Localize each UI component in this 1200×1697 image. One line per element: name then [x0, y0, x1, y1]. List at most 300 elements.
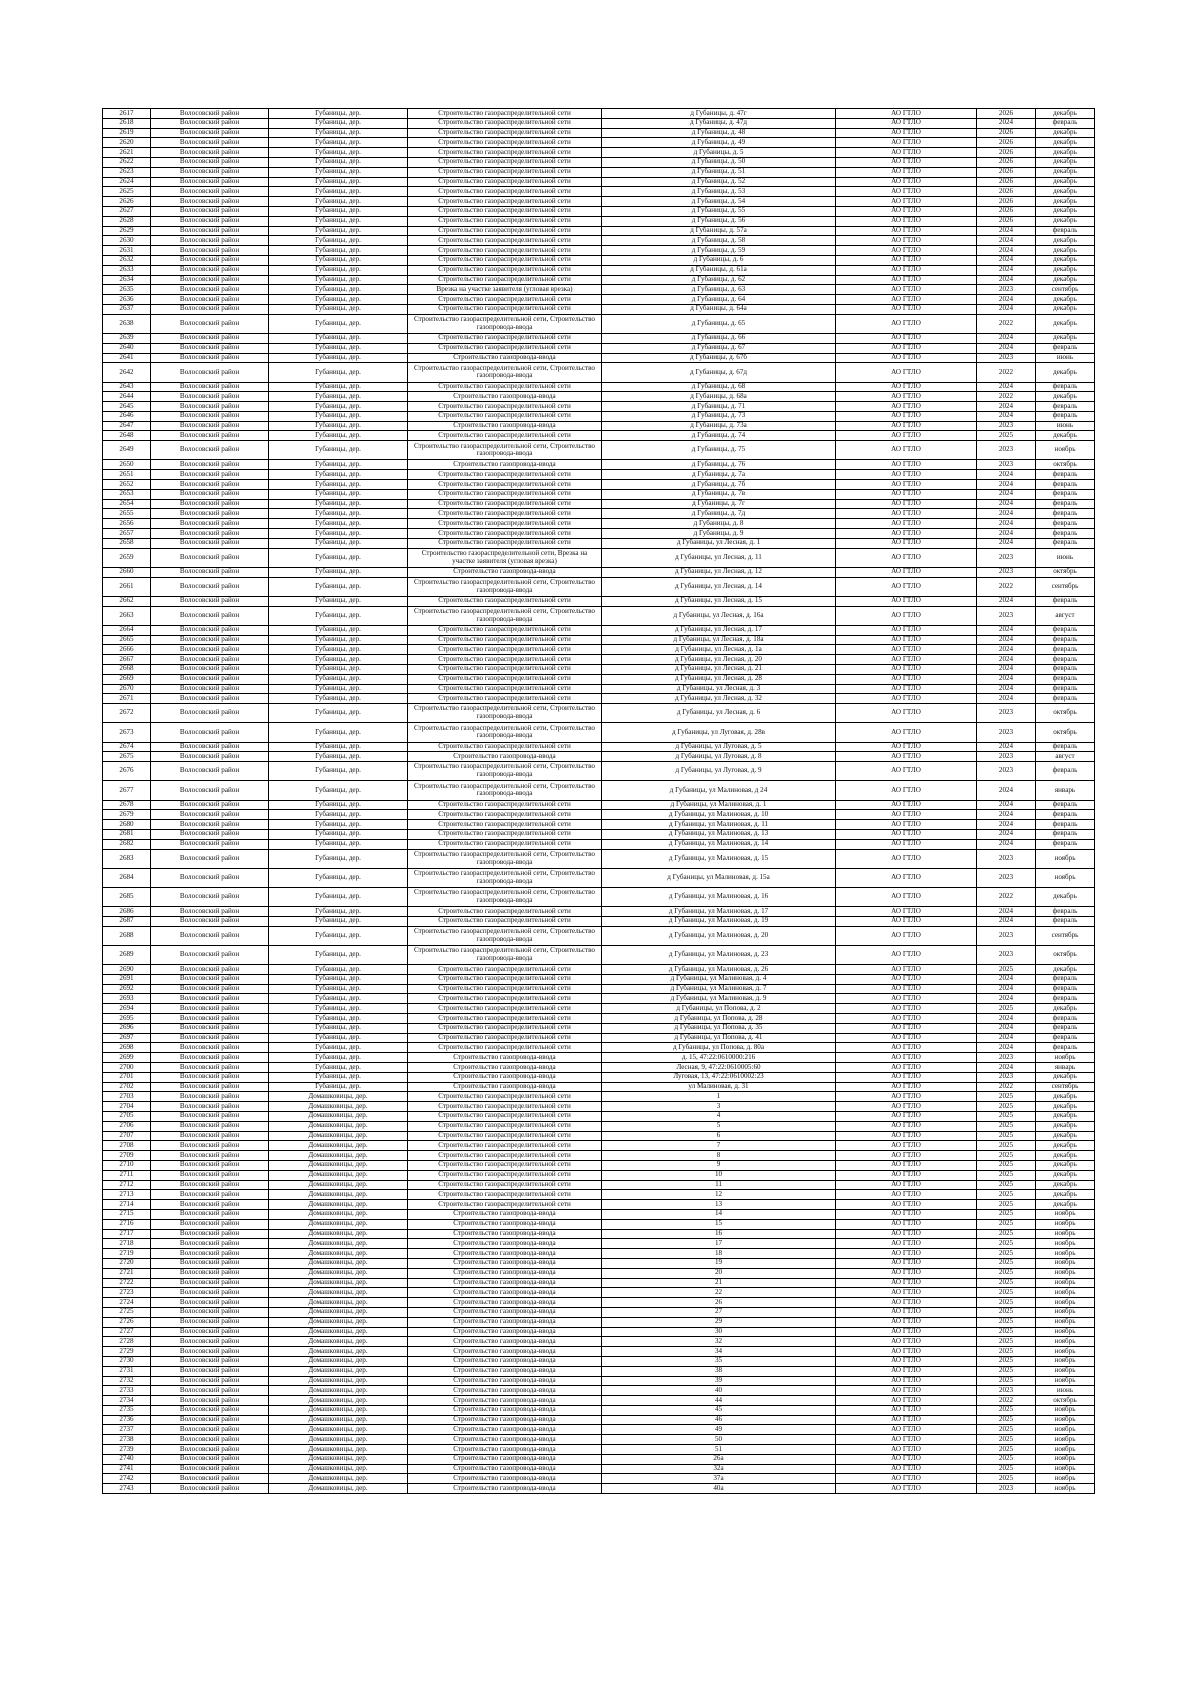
settlement-cell: Губаницы, дер.: [269, 907, 408, 917]
work-type-cell: Строительство газопровода-ввода: [408, 1317, 602, 1327]
month-cell: ноябрь: [1036, 1484, 1095, 1494]
work-type-cell: Строительство газораспределительной сети: [408, 1111, 602, 1121]
month-cell: декабрь: [1036, 255, 1095, 265]
district-cell: Волосовский район: [151, 118, 269, 128]
settlement-cell: Губаницы, дер.: [269, 674, 408, 684]
district-cell: Волосовский район: [151, 907, 269, 917]
month-cell: февраль: [1036, 810, 1095, 820]
work-type-cell: Строительство газопровода-ввода: [408, 421, 602, 431]
table-row: [103, 664, 1095, 674]
contractor-cell: АО ГТЛО: [836, 1102, 977, 1112]
year-cell: 2024: [977, 275, 1036, 285]
work-type-cell: Строительство газораспределительной сети: [408, 1190, 602, 1200]
work-type-cell: Строительство газораспределительной сети, Строительство газопровода-ввода: [408, 868, 602, 887]
district-cell: Волосовский район: [151, 868, 269, 887]
contractor-cell: АО ГТЛО: [836, 529, 977, 539]
month-cell: февраль: [1036, 343, 1095, 353]
row-number-cell: 2631: [103, 246, 151, 256]
table-row: [103, 868, 1095, 887]
address-cell: д Губаницы, ул Малиновая, д. 19: [602, 916, 836, 926]
address-cell: 51: [602, 1445, 836, 1455]
district-cell: Волосовский район: [151, 470, 269, 480]
year-cell: 2025: [977, 1307, 1036, 1317]
settlement-cell: Губаницы, дер.: [269, 480, 408, 490]
settlement-cell: Губаницы, дер.: [269, 499, 408, 509]
work-type-cell: Строительство газораспределительной сети: [408, 402, 602, 412]
district-cell: Волосовский район: [151, 1298, 269, 1308]
row-number-cell: 2715: [103, 1209, 151, 1219]
month-cell: ноябрь: [1036, 1474, 1095, 1484]
month-cell: декабрь: [1036, 1072, 1095, 1082]
year-cell: 2025: [977, 1180, 1036, 1190]
month-cell: декабрь: [1036, 333, 1095, 343]
row-number-cell: 2740: [103, 1454, 151, 1464]
work-type-cell: Строительство газораспределительной сети: [408, 499, 602, 509]
year-cell: 2024: [977, 916, 1036, 926]
contractor-cell: АО ГТЛО: [836, 635, 977, 645]
year-cell: 2026: [977, 138, 1036, 148]
work-type-cell: Строительство газораспределительной сети: [408, 411, 602, 421]
address-cell: 5: [602, 1121, 836, 1131]
row-number-cell: 2690: [103, 965, 151, 975]
contractor-cell: АО ГТЛО: [836, 275, 977, 285]
work-type-cell: Строительство газораспределительной сети: [408, 148, 602, 158]
row-number-cell: 2625: [103, 187, 151, 197]
contractor-cell: АО ГТЛО: [836, 167, 977, 177]
row-number-cell: 2694: [103, 1004, 151, 1014]
row-number-cell: 2621: [103, 148, 151, 158]
work-type-cell: Строительство газораспределительной сети, Строительство газопровода-ввода: [408, 781, 602, 800]
district-cell: Волосовский район: [151, 994, 269, 1004]
address-cell: д Губаницы, д. 56: [602, 216, 836, 226]
address-cell: 40: [602, 1386, 836, 1396]
row-number-cell: 2632: [103, 255, 151, 265]
year-cell: 2024: [977, 674, 1036, 684]
month-cell: ноябрь: [1036, 1327, 1095, 1337]
month-cell: февраль: [1036, 519, 1095, 529]
row-number-cell: 2671: [103, 694, 151, 704]
district-cell: Волосовский район: [151, 304, 269, 314]
row-number-cell: 2727: [103, 1327, 151, 1337]
contractor-cell: АО ГТЛО: [836, 645, 977, 655]
settlement-cell: Губаницы, дер.: [269, 752, 408, 762]
row-number-cell: 2646: [103, 411, 151, 421]
address-cell: д Губаницы, ул Попова, д. 28: [602, 1014, 836, 1024]
month-cell: февраль: [1036, 994, 1095, 1004]
row-number-cell: 2635: [103, 285, 151, 295]
work-type-cell: Строительство газораспределительной сети: [408, 157, 602, 167]
work-type-cell: Строительство газопровода-ввода: [408, 1464, 602, 1474]
district-cell: Волосовский район: [151, 177, 269, 187]
contractor-cell: АО ГТЛО: [836, 664, 977, 674]
address-cell: д Губаницы, д. 73а: [602, 421, 836, 431]
month-cell: октябрь: [1036, 1396, 1095, 1406]
table-row: [103, 800, 1095, 810]
row-number-cell: 2643: [103, 382, 151, 392]
year-cell: 2023: [977, 723, 1036, 742]
row-number-cell: 2669: [103, 674, 151, 684]
work-type-cell: Строительство газораспределительной сети: [408, 519, 602, 529]
year-cell: 2025: [977, 1092, 1036, 1102]
month-cell: июнь: [1036, 421, 1095, 431]
contractor-cell: АО ГТЛО: [836, 723, 977, 742]
year-cell: 2023: [977, 1484, 1036, 1494]
address-cell: 11: [602, 1180, 836, 1190]
settlement-cell: Губаницы, дер.: [269, 839, 408, 849]
table-row: [103, 1111, 1095, 1121]
address-cell: д Губаницы, д. 7а: [602, 470, 836, 480]
work-type-cell: Строительство газораспределительной сети: [408, 994, 602, 1004]
work-type-cell: Строительство газопровода-ввода: [408, 1298, 602, 1308]
table-row: [103, 1043, 1095, 1053]
address-cell: д Губаницы, д. 64: [602, 295, 836, 305]
month-cell: декабрь: [1036, 265, 1095, 275]
month-cell: февраль: [1036, 1014, 1095, 1024]
contractor-cell: АО ГТЛО: [836, 1288, 977, 1298]
year-cell: 2024: [977, 265, 1036, 275]
address-cell: 32: [602, 1337, 836, 1347]
month-cell: декабрь: [1036, 157, 1095, 167]
year-cell: 2024: [977, 295, 1036, 305]
settlement-cell: Домашковицы, дер.: [269, 1415, 408, 1425]
table-row: [103, 1023, 1095, 1033]
contractor-cell: АО ГТЛО: [836, 489, 977, 499]
district-cell: Волосовский район: [151, 392, 269, 402]
settlement-cell: Губаницы, дер.: [269, 392, 408, 402]
month-cell: февраль: [1036, 742, 1095, 752]
work-type-cell: Строительство газораспределительной сети: [408, 382, 602, 392]
year-cell: 2023: [977, 421, 1036, 431]
month-cell: ноябрь: [1036, 1464, 1095, 1474]
work-type-cell: Строительство газораспределительной сети: [408, 829, 602, 839]
year-cell: 2026: [977, 216, 1036, 226]
table-row: [103, 1474, 1095, 1484]
table-row: [103, 1209, 1095, 1219]
district-cell: Волосовский район: [151, 1268, 269, 1278]
row-number-cell: 2639: [103, 333, 151, 343]
row-number-cell: 2716: [103, 1219, 151, 1229]
address-cell: д Губаницы, ул Лесная, д. 21: [602, 664, 836, 674]
month-cell: февраль: [1036, 480, 1095, 490]
district-cell: Волосовский район: [151, 1229, 269, 1239]
month-cell: ноябрь: [1036, 1249, 1095, 1259]
work-type-cell: Строительство газораспределительной сети: [408, 1151, 602, 1161]
table-row: [103, 1327, 1095, 1337]
work-type-cell: Строительство газораспределительной сети: [408, 343, 602, 353]
row-number-cell: 2695: [103, 1014, 151, 1024]
work-type-cell: Строительство газораспределительной сети: [408, 742, 602, 752]
address-cell: д Губаницы, ул Лесная, д. 14: [602, 577, 836, 596]
district-cell: Волосовский район: [151, 1366, 269, 1376]
year-cell: 2023: [977, 606, 1036, 625]
table-row: [103, 1445, 1095, 1455]
month-cell: февраль: [1036, 984, 1095, 994]
work-type-cell: Строительство газораспределительной сети: [408, 529, 602, 539]
year-cell: 2025: [977, 1445, 1036, 1455]
settlement-cell: Домашковицы, дер.: [269, 1131, 408, 1141]
district-cell: Волосовский район: [151, 1337, 269, 1347]
settlement-cell: Домашковицы, дер.: [269, 1307, 408, 1317]
contractor-cell: АО ГТЛО: [836, 742, 977, 752]
district-cell: Волосовский район: [151, 596, 269, 606]
row-number-cell: 2674: [103, 742, 151, 752]
district-cell: Волосовский район: [151, 1307, 269, 1317]
contractor-cell: АО ГТЛО: [836, 1190, 977, 1200]
contractor-cell: АО ГТЛО: [836, 820, 977, 830]
district-cell: Волосовский район: [151, 1190, 269, 1200]
work-type-cell: Строительство газопровода-ввода: [408, 1327, 602, 1337]
contractor-cell: АО ГТЛО: [836, 431, 977, 441]
month-cell: ноябрь: [1036, 868, 1095, 887]
table-body: [103, 109, 1095, 1494]
work-type-cell: Строительство газопровода-ввода: [408, 1268, 602, 1278]
month-cell: декабрь: [1036, 275, 1095, 285]
work-type-cell: Строительство газопровода-ввода: [408, 1337, 602, 1347]
district-cell: Волосовский район: [151, 1445, 269, 1455]
district-cell: Волосовский район: [151, 431, 269, 441]
year-cell: 2025: [977, 1200, 1036, 1210]
table-row: [103, 460, 1095, 470]
settlement-cell: Домашковицы, дер.: [269, 1288, 408, 1298]
work-type-cell: Строительство газораспределительной сети: [408, 216, 602, 226]
district-cell: Волосовский район: [151, 1415, 269, 1425]
district-cell: Волосовский район: [151, 167, 269, 177]
table-row: [103, 1219, 1095, 1229]
address-cell: 18: [602, 1249, 836, 1259]
row-number-cell: 2629: [103, 226, 151, 236]
settlement-cell: Губаницы, дер.: [269, 285, 408, 295]
settlement-cell: Домашковицы, дер.: [269, 1376, 408, 1386]
settlement-cell: Губаницы, дер.: [269, 460, 408, 470]
month-cell: декабрь: [1036, 128, 1095, 138]
year-cell: 2024: [977, 480, 1036, 490]
district-cell: Волосовский район: [151, 1258, 269, 1268]
year-cell: 2025: [977, 1376, 1036, 1386]
district-cell: Волосовский район: [151, 1278, 269, 1288]
row-number-cell: 2673: [103, 723, 151, 742]
address-cell: 50: [602, 1435, 836, 1445]
contractor-cell: АО ГТЛО: [836, 625, 977, 635]
contractor-cell: АО ГТЛО: [836, 1415, 977, 1425]
table-row: [103, 1288, 1095, 1298]
contractor-cell: АО ГТЛО: [836, 1298, 977, 1308]
year-cell: 2025: [977, 1474, 1036, 1484]
table-row: [103, 645, 1095, 655]
work-type-cell: Строительство газораспределительной сети: [408, 333, 602, 343]
year-cell: 2025: [977, 1298, 1036, 1308]
work-type-cell: Строительство газопровода-ввода: [408, 460, 602, 470]
year-cell: 2023: [977, 849, 1036, 868]
settlement-cell: Губаницы, дер.: [269, 606, 408, 625]
address-cell: д Губаницы, ул Попова, д. 80а: [602, 1043, 836, 1053]
month-cell: декабрь: [1036, 363, 1095, 382]
year-cell: 2025: [977, 1170, 1036, 1180]
address-cell: д Губаницы, д. 53: [602, 187, 836, 197]
contractor-cell: АО ГТЛО: [836, 868, 977, 887]
row-number-cell: 2725: [103, 1307, 151, 1317]
table-row: [103, 1396, 1095, 1406]
district-cell: Волосовский район: [151, 810, 269, 820]
table-row: [103, 1454, 1095, 1464]
year-cell: 2025: [977, 1004, 1036, 1014]
work-type-cell: Строительство газораспределительной сети: [408, 509, 602, 519]
address-cell: Лесная, 9, 47:22:0610005:60: [602, 1063, 836, 1073]
row-number-cell: 2707: [103, 1131, 151, 1141]
year-cell: 2023: [977, 285, 1036, 295]
settlement-cell: Губаницы, дер.: [269, 295, 408, 305]
table-row: [103, 1229, 1095, 1239]
month-cell: февраль: [1036, 635, 1095, 645]
address-cell: 45: [602, 1405, 836, 1415]
year-cell: 2024: [977, 655, 1036, 665]
year-cell: 2025: [977, 1347, 1036, 1357]
month-cell: декабрь: [1036, 1180, 1095, 1190]
settlement-cell: Домашковицы, дер.: [269, 1111, 408, 1121]
settlement-cell: Губаницы, дер.: [269, 762, 408, 781]
contractor-cell: АО ГТЛО: [836, 538, 977, 548]
table-row: [103, 187, 1095, 197]
year-cell: 2024: [977, 810, 1036, 820]
row-number-cell: 2728: [103, 1337, 151, 1347]
settlement-cell: Губаницы, дер.: [269, 887, 408, 906]
month-cell: ноябрь: [1036, 1053, 1095, 1063]
address-cell: 38: [602, 1366, 836, 1376]
year-cell: 2024: [977, 800, 1036, 810]
year-cell: 2026: [977, 177, 1036, 187]
district-cell: Волосовский район: [151, 499, 269, 509]
month-cell: февраль: [1036, 499, 1095, 509]
table-row: [103, 1435, 1095, 1445]
year-cell: 2025: [977, 1160, 1036, 1170]
address-cell: 37а: [602, 1474, 836, 1484]
address-cell: д Губаницы, ул Малиновая, д. 11: [602, 820, 836, 830]
month-cell: октябрь: [1036, 723, 1095, 742]
address-cell: 14: [602, 1209, 836, 1219]
contractor-cell: АО ГТЛО: [836, 1386, 977, 1396]
settlement-cell: Губаницы, дер.: [269, 926, 408, 945]
year-cell: 2023: [977, 441, 1036, 460]
address-cell: д Губаницы, д. 61а: [602, 265, 836, 275]
address-cell: д Губаницы, д. 8: [602, 519, 836, 529]
table-row: [103, 926, 1095, 945]
year-cell: 2026: [977, 148, 1036, 158]
year-cell: 2024: [977, 742, 1036, 752]
settlement-cell: Губаницы, дер.: [269, 577, 408, 596]
month-cell: февраль: [1036, 664, 1095, 674]
month-cell: декабрь: [1036, 314, 1095, 333]
row-number-cell: 2640: [103, 343, 151, 353]
contractor-cell: АО ГТЛО: [836, 1327, 977, 1337]
row-number-cell: 2683: [103, 849, 151, 868]
contractor-cell: АО ГТЛО: [836, 1337, 977, 1347]
table-row: [103, 177, 1095, 187]
table-row: [103, 887, 1095, 906]
table-row: [103, 480, 1095, 490]
contractor-cell: АО ГТЛО: [836, 333, 977, 343]
table-row: [103, 1347, 1095, 1357]
work-type-cell: Строительство газораспределительной сети: [408, 645, 602, 655]
contractor-cell: АО ГТЛО: [836, 411, 977, 421]
year-cell: 2024: [977, 994, 1036, 1004]
month-cell: декабрь: [1036, 138, 1095, 148]
row-number-cell: 2684: [103, 868, 151, 887]
contractor-cell: АО ГТЛО: [836, 1131, 977, 1141]
year-cell: 2026: [977, 128, 1036, 138]
settlement-cell: Губаницы, дер.: [269, 314, 408, 333]
row-number-cell: 2704: [103, 1102, 151, 1112]
work-type-cell: Строительство газопровода-ввода: [408, 1219, 602, 1229]
month-cell: декабрь: [1036, 206, 1095, 216]
settlement-cell: Губаницы, дер.: [269, 206, 408, 216]
row-number-cell: 2702: [103, 1082, 151, 1092]
table-row: [103, 1190, 1095, 1200]
table-row: [103, 994, 1095, 1004]
month-cell: февраль: [1036, 382, 1095, 392]
row-number-cell: 2654: [103, 499, 151, 509]
address-cell: д Губаницы, ул Малиновая, д. 1: [602, 800, 836, 810]
month-cell: ноябрь: [1036, 1425, 1095, 1435]
address-cell: д Губаницы, д. 71: [602, 402, 836, 412]
work-type-cell: Строительство газораспределительной сети, Строительство газопровода-ввода: [408, 577, 602, 596]
work-type-cell: Строительство газораспределительной сети: [408, 128, 602, 138]
settlement-cell: Губаницы, дер.: [269, 1082, 408, 1092]
settlement-cell: Домашковицы, дер.: [269, 1278, 408, 1288]
month-cell: ноябрь: [1036, 1229, 1095, 1239]
address-cell: 7: [602, 1141, 836, 1151]
settlement-cell: Губаницы, дер.: [269, 684, 408, 694]
row-number-cell: 2705: [103, 1111, 151, 1121]
work-type-cell: Строительство газораспределительной сети: [408, 275, 602, 285]
table-row: [103, 1376, 1095, 1386]
settlement-cell: Губаницы, дер.: [269, 829, 408, 839]
year-cell: 2024: [977, 1063, 1036, 1073]
table-row: [103, 1102, 1095, 1112]
year-cell: 2025: [977, 1405, 1036, 1415]
settlement-cell: Губаницы, дер.: [269, 529, 408, 539]
contractor-cell: АО ГТЛО: [836, 1258, 977, 1268]
year-cell: 2022: [977, 1082, 1036, 1092]
contractor-cell: АО ГТЛО: [836, 265, 977, 275]
row-number-cell: 2714: [103, 1200, 151, 1210]
settlement-cell: Домашковицы, дер.: [269, 1405, 408, 1415]
address-cell: д Губаницы, д. 67б: [602, 353, 836, 363]
table-row: [103, 246, 1095, 256]
contractor-cell: АО ГТЛО: [836, 849, 977, 868]
address-cell: 35: [602, 1356, 836, 1366]
district-cell: Волосовский район: [151, 664, 269, 674]
row-number-cell: 2720: [103, 1258, 151, 1268]
settlement-cell: Губаницы, дер.: [269, 810, 408, 820]
table-row: [103, 596, 1095, 606]
work-type-cell: Строительство газораспределительной сети, Строительство газопровода-ввода: [408, 441, 602, 460]
address-cell: д Губаницы, д. 49: [602, 138, 836, 148]
table-row: [103, 1131, 1095, 1141]
district-cell: Волосовский район: [151, 1288, 269, 1298]
year-cell: 2025: [977, 1327, 1036, 1337]
work-type-cell: Строительство газораспределительной сети: [408, 1014, 602, 1024]
settlement-cell: Домашковицы, дер.: [269, 1229, 408, 1239]
settlement-cell: Домашковицы, дер.: [269, 1219, 408, 1229]
month-cell: декабрь: [1036, 295, 1095, 305]
row-number-cell: 2670: [103, 684, 151, 694]
table-row: [103, 704, 1095, 723]
address-cell: д Губаницы, ул Лесная, д. 18а: [602, 635, 836, 645]
work-type-cell: Строительство газораспределительной сети, Строительство газопровода-ввода: [408, 887, 602, 906]
work-type-cell: Строительство газопровода-ввода: [408, 1307, 602, 1317]
settlement-cell: Губаницы, дер.: [269, 470, 408, 480]
year-cell: 2023: [977, 868, 1036, 887]
settlement-cell: Губаницы, дер.: [269, 868, 408, 887]
